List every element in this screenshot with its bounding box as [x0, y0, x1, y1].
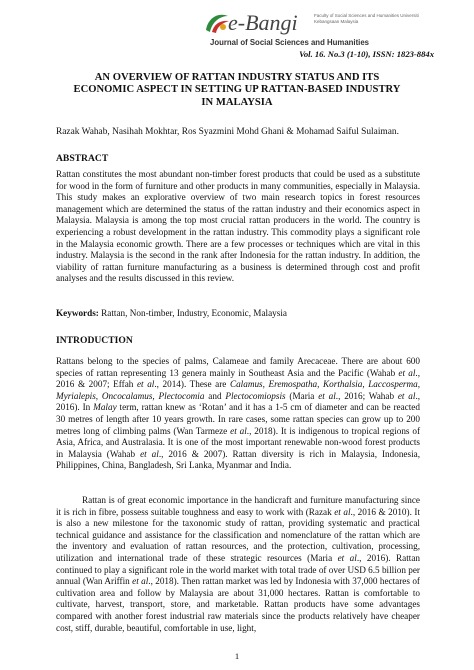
volume-line: Vol. 16. No.3 (1-10), ISSN: 1823-884x — [299, 49, 434, 59]
intro-paragraph-2: Rattan is of great economic importance in the handicraft and furniture manufacturing since it is rich in fibre, possess suitable toughness and easy to work with (Razak et al., 2016 & 2010). It is also a new milestone for the taxonomic study of rattan, providing systematic and practical technical guidance and assistance for the classification and nomenclature of the rattan which are the inventory and evaluation of rattan resources, and the protection, cultivation, processing, utilization and international trade of these strategic resources (Maria et al., 2016). Rattan continued to play a significant role in the world market with total trade of over USD 6.5 billion per annual (Wan Ariffin et al., 2018). Then rattan market was led by Indonesia with 37,000 hectares of cultivation area and follow by Malaysia are about 31,000 hectares. Rattan is comfortable to cultivate, harvest, transport, store, and marketable. Rattan products have some advantages compared with another forest industrial raw materials since the products relatively have cheaper cost, stiff, durable, beautiful, comfortable in use, light, — [56, 495, 420, 633]
intro-paragraph-1: Rattans belong to the species of palms, Calameae and family Arecaceae. There are about 600 species of rattan representing 13 genera mainly in Southeast Asia and the Pacific (Wahab et al., 2016 & 2007; Effah et al., 2014). These are Calamus, Eremospatha, Korthalsia, Laccosperma, Myrialepis, Oncocalamus, Plectocomia and Plectocomiopsis (Maria et al., 2016; Wahab et al., 2016). In Malay term, rattan knew as ‘Rotan’ and it has a 1-5 cm of diameter and can be reacted 30 metres of length after 10 years growth. In rare cases, some rattan species can grow up to 200 metres long of climbing palms (Wan Tarmeze et al., 2018). It is indigenous to tropical regions of Asia, Africa, and Australasia. It is one of the most important renewable non-wood forest products in Malaysia (Wahab et al., 2016 & 2007). Rattan diversity is rich in Malaysia, Indonesia, Philippines, China, Bangladesh, Sri Lanka, Myanmar and India. — [56, 356, 421, 471]
keywords-label: Keywords: — [56, 308, 99, 318]
abstract-text: Rattan constitutes the most abundant non-timber forest products that could be used as a substitute for wood in the form of furniture and other products in many communities, especially in Malaysia. This study makes an explorative overview of two main research topics in forest resources management which are determined the status of the rattan industry and their economics aspect in Malaysia. Malaysia is among the top most crucial rattan producers in the world. The country is experiencing a robust development in the rattan industry. This commodity plays a significant role in the Malaysia economic growth. There are a few processes or techniques which are vital in this industry. Malaysia is the second in the rank after Indonesia for the rattan industry. In addition, the viability of rattan furniture manufacturing as a business is determined through cost and profit analyses and the results discussed in this review. — [56, 169, 420, 284]
page-number: 1 — [234, 651, 240, 661]
abstract-heading: ABSTRACT — [56, 153, 109, 164]
paper-title: AN OVERVIEW OF RATTAN INDUSTRY STATUS AND ITS ECONOMIC ASPECT IN SETTING UP RATTAN-BASED INDUSTRY IN MALAYSIA — [73, 72, 401, 108]
journal-name: Journal of Social Sciences and Humanities — [210, 38, 370, 47]
introduction-heading: INTRODUCTION — [56, 335, 133, 346]
keywords-text: Rattan, Non-timber, Industry, Economic, Malaysia — [101, 308, 287, 318]
keywords-line — [56, 308, 420, 320]
journal-header — [202, 10, 434, 54]
author-list: Razak Wahab, Nasihah Mokhtar, Ros Syazmini Mohd Ghani & Mohamad Saiful Sulaiman. — [56, 127, 399, 137]
journal-logo-text: e-Bangi — [228, 10, 298, 35]
journal-faculty-text: Faculty of Social Sciences and Humanities Universiti Kebangsaan Malaysia — [314, 13, 419, 24]
